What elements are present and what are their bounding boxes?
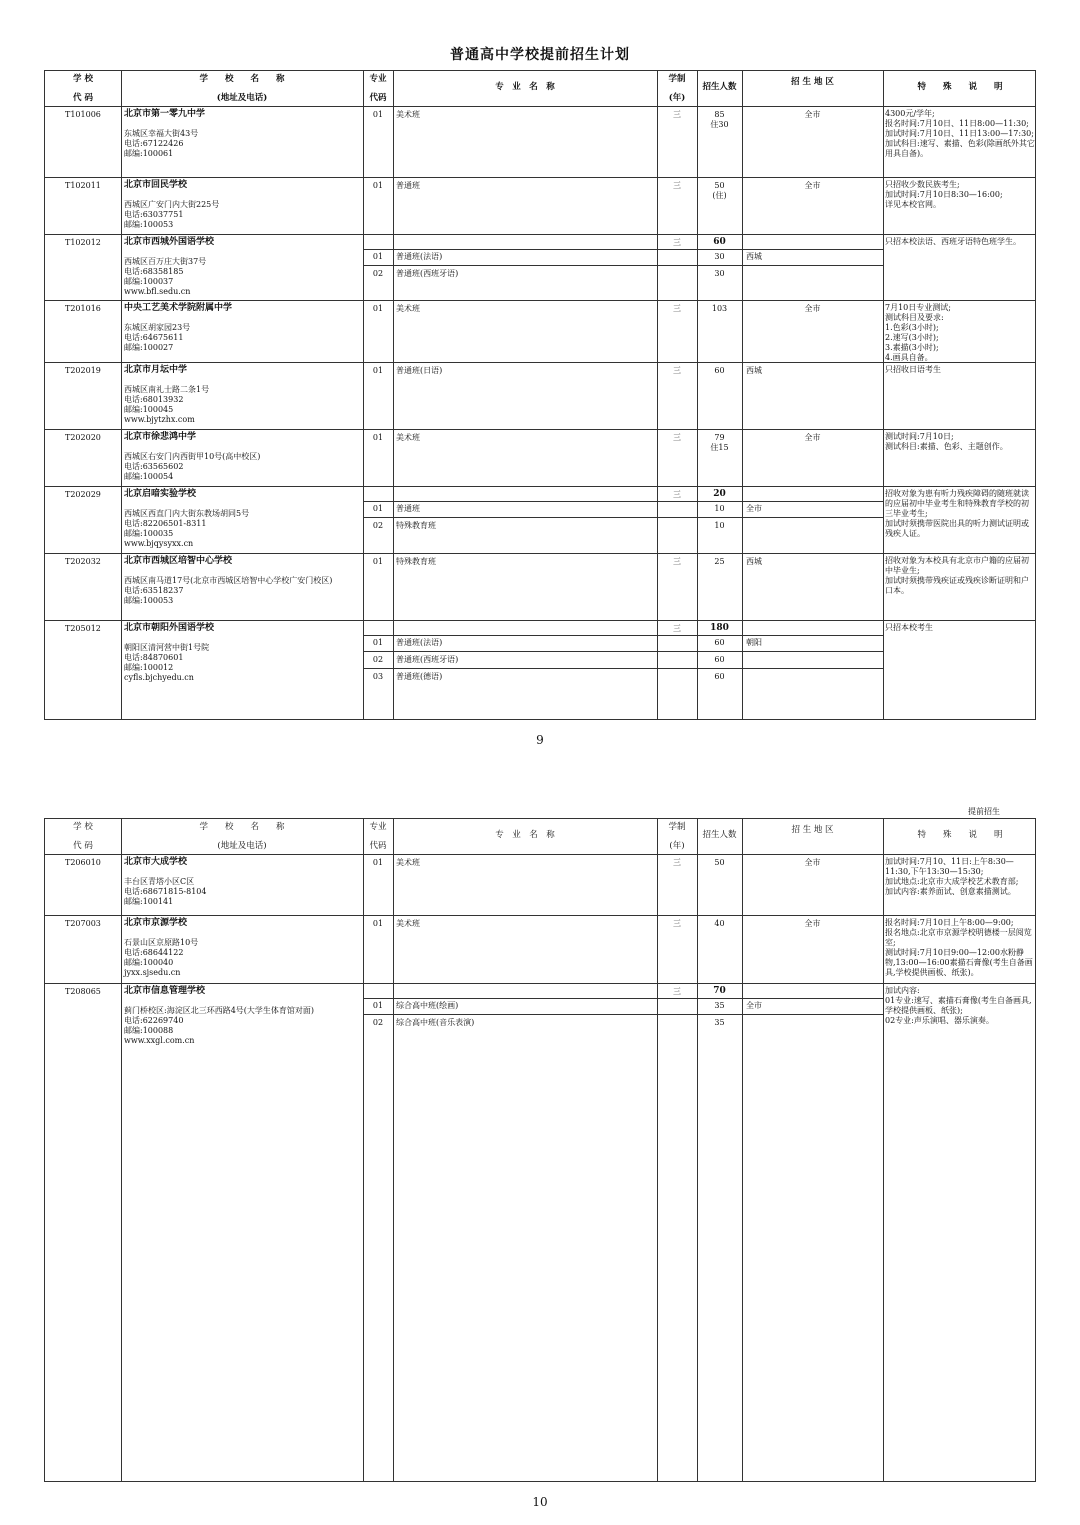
major-count: 50 (住) — [712, 181, 727, 200]
header-region: 招 生 地 区 — [791, 825, 834, 835]
major-name: 美术班 — [396, 919, 420, 928]
school-years: 三 — [673, 110, 681, 119]
school-address: 蓟门桥校区:海淀区北三环西路4号(大学生体育馆对面) 电话:62269740 邮编:100088 www.xxgl.com.cn — [124, 1006, 315, 1045]
column-divider — [657, 71, 658, 719]
row-divider — [45, 983, 1035, 984]
major-count: 60 — [714, 655, 725, 664]
row-divider — [45, 429, 1035, 430]
major-count: 35 — [714, 1018, 725, 1027]
major-region: 全市 — [746, 504, 762, 513]
header-major-code: 专业 — [369, 822, 387, 832]
page-number: 10 — [532, 1495, 548, 1509]
subrow-divider — [363, 998, 883, 999]
school-name: 中央工艺美术学院附属中学 — [124, 303, 233, 313]
header-name-2: (地址及电话) — [217, 841, 267, 851]
school-address: 西城区百万庄大街37号 电话:68358185 邮编:100037 www.bfl.sedu.cn — [124, 257, 207, 296]
subrow-divider — [363, 668, 883, 669]
row-divider — [45, 553, 1035, 554]
school-code: T201016 — [65, 304, 101, 313]
school-name: 北京市朝阳外国语学校 — [124, 623, 215, 633]
special-notes: 报名时间:7月10日上午8:00—9:00; 报名地点:北京市京源学校明德楼一层阅览室; 测试时间:7月10日9:00—12:00水粉静物,13:00—16:00素描石膏像(考生自备画具,学校提供画板、纸张)。 — [885, 918, 1033, 977]
school-years: 三 — [673, 490, 681, 499]
school-code: T202020 — [65, 433, 101, 442]
school-years: 三 — [673, 238, 681, 247]
school-years: 三 — [673, 304, 681, 313]
row-divider — [45, 486, 1035, 487]
major-code: 01 — [372, 1001, 384, 1010]
school-region: 全市 — [804, 858, 821, 867]
school-name: 北京市大成学校 — [124, 857, 188, 867]
subrow-divider — [363, 651, 883, 652]
major-region: 西城 — [746, 252, 762, 261]
header-years: 学制 — [668, 822, 686, 832]
school-name: 北京市徐悲鸿中学 — [124, 432, 197, 442]
school-address: 西城区广安门内大街225号 电话:63037751 邮编:100053 — [124, 200, 220, 229]
school-name: 北京市信息管理学校 — [124, 986, 206, 996]
header-major-code-2: 代码 — [369, 93, 387, 103]
major-code: 01 — [372, 638, 384, 647]
major-code: 02 — [372, 521, 384, 530]
school-region: 全市 — [804, 919, 821, 928]
major-code: 03 — [372, 672, 384, 681]
school-code: T202029 — [65, 490, 101, 499]
page-title: 普通高中学校提前招生计划 — [450, 47, 630, 63]
major-count: 40 — [714, 919, 725, 928]
column-divider — [742, 71, 743, 719]
major-name: 普通班 — [396, 504, 420, 513]
school-total-count: 60 — [713, 237, 726, 247]
row-divider — [45, 300, 1035, 301]
major-code: 02 — [372, 269, 384, 278]
special-notes: 只招收少数民族考生; 加试时间:7月10日8:30—16:00; 详见本校官网。 — [885, 180, 1003, 209]
header-code: 学 校 — [73, 822, 93, 832]
major-region: 朝阳 — [746, 638, 762, 647]
column-divider — [883, 819, 884, 1481]
major-code: 01 — [372, 252, 384, 261]
header-divider — [45, 854, 1035, 855]
major-name: 美术班 — [396, 110, 420, 119]
major-code: 01 — [372, 504, 384, 513]
major-code: 01 — [372, 858, 384, 867]
school-years: 三 — [673, 366, 681, 375]
row-divider — [45, 620, 1035, 621]
subrow-divider — [363, 1014, 883, 1015]
special-notes: 7月10日专业测试; 测试科目及要求: 1.色彩(3小时); 2.速写(3小时); 3.素描(3小时); 4.画具自备。 — [885, 303, 951, 362]
school-address: 西城区南马道17号(北京市西城区培智中心学校广安门校区) 电话:63518237 邮编:100053 — [124, 576, 333, 605]
column-divider — [121, 819, 122, 1481]
section-tag: 提前招生 — [968, 807, 1000, 816]
header-name: 学 校 名 称 — [199, 74, 285, 84]
major-count: 79 住15 — [710, 433, 729, 452]
enrollment-table-page-9 — [44, 70, 1036, 720]
school-years: 三 — [673, 919, 681, 928]
header-code: 学 校 — [73, 74, 93, 84]
major-name: 美术班 — [396, 304, 420, 313]
major-region: 西城 — [746, 557, 762, 566]
major-name: 美术班 — [396, 433, 420, 442]
school-code: T202019 — [65, 366, 101, 375]
header-enroll: 招生人数 — [702, 82, 737, 92]
school-total-count: 70 — [713, 986, 726, 996]
column-divider — [363, 71, 364, 719]
major-code: 01 — [372, 181, 384, 190]
major-name: 普通班(法语) — [396, 252, 443, 261]
major-region: 全市 — [746, 1001, 762, 1010]
school-name: 北京市回民学校 — [124, 180, 188, 190]
header-notes: 特 殊 说 明 — [917, 82, 1003, 92]
school-years: 三 — [673, 557, 681, 566]
school-name: 北京市京源学校 — [124, 918, 188, 928]
major-name: 特殊教育班 — [396, 557, 436, 566]
major-count: 10 — [714, 521, 725, 530]
school-name: 北京启喑实验学校 — [124, 489, 197, 499]
header-code-2: 代 码 — [73, 841, 93, 851]
special-notes: 招收对象为患有听力残疾障碍的随班就读的应届初中毕业考生和特殊教育学校的初三毕业考生; 加试时须携带医院出具的听力测试证明或残疾人证。 — [885, 489, 1029, 538]
column-divider — [121, 71, 122, 719]
major-count: 60 — [714, 366, 725, 375]
major-count: 25 — [714, 557, 725, 566]
special-notes: 4300元/学年; 报名时间:7月10日、11日8:00—11:30; 加试时间:7月10日、11日13:00—17:30; 加试科目:速写、素描、色彩(除画纸外其它用具自备)。 — [885, 109, 1035, 158]
school-years: 三 — [673, 987, 681, 996]
header-name: 学 校 名 称 — [199, 822, 285, 832]
major-code: 02 — [372, 1018, 384, 1027]
column-divider — [697, 71, 698, 719]
school-region: 全市 — [804, 304, 821, 313]
special-notes: 只招本校法语、西班牙语特色班学生。 — [885, 237, 1021, 246]
header-major-name: 专 业 名 称 — [495, 82, 555, 92]
major-count: 103 — [711, 304, 728, 313]
header-code-2: 代 码 — [73, 93, 93, 103]
header-divider — [45, 106, 1035, 107]
page-number: 9 — [536, 733, 544, 747]
school-years: 三 — [673, 624, 681, 633]
major-code: 02 — [372, 655, 384, 664]
major-count: 30 — [714, 269, 725, 278]
school-name: 北京市第一零九中学 — [124, 109, 206, 119]
major-name: 普通班(法语) — [396, 638, 443, 647]
subrow-divider — [363, 265, 883, 266]
special-notes: 招收对象为本校具有北京市户籍的应届初中毕业生; 加试时须携带残疾证或残疾诊断证明和户口本。 — [885, 556, 1029, 595]
subrow-divider — [363, 501, 883, 502]
major-code: 01 — [372, 110, 384, 119]
school-region: 全市 — [804, 181, 821, 190]
header-major-code-2: 代码 — [369, 841, 387, 851]
major-count: 50 — [714, 858, 725, 867]
major-code: 01 — [372, 919, 384, 928]
header-region: 招 生 地 区 — [791, 77, 834, 87]
major-code: 01 — [372, 366, 384, 375]
school-name: 北京市西城外国语学校 — [124, 237, 215, 247]
major-name: 综合高中班(绘画) — [396, 1001, 459, 1010]
major-count: 60 — [714, 638, 725, 647]
school-address: 朝阳区清河营中街1号院 电话:84870601 邮编:100012 cyfls.bjchyedu.cn — [124, 643, 210, 682]
major-code: 01 — [372, 557, 384, 566]
school-name: 北京市月坛中学 — [124, 365, 188, 375]
school-address: 东城区胡家园23号 电话:64675611 邮编:100027 — [124, 323, 191, 352]
subrow-divider — [363, 249, 883, 250]
header-notes: 特 殊 说 明 — [917, 830, 1003, 840]
major-name: 普通班(西班牙语) — [396, 269, 459, 278]
school-code: T207003 — [65, 919, 101, 928]
school-address: 西城区右安门内西街甲10号(高中校区) 电话:63565602 邮编:100054 — [124, 452, 261, 481]
special-notes: 加试内容: 01专业:速写、素描石膏像(考生自备画具,学校提供画板、纸张); 02专业:声乐演唱、器乐演奏。 — [885, 986, 1032, 1025]
major-name: 普通班(日语) — [396, 366, 443, 375]
header-enroll: 招生人数 — [702, 830, 737, 840]
header-years: 学制 — [668, 74, 686, 84]
major-count: 10 — [714, 504, 725, 513]
special-notes: 只招本校考生 — [885, 623, 933, 632]
column-divider — [883, 71, 884, 719]
major-name: 特殊教育班 — [396, 521, 436, 530]
major-name: 普通班(西班牙语) — [396, 655, 459, 664]
row-divider — [45, 177, 1035, 178]
row-divider — [45, 234, 1035, 235]
school-code: T206010 — [65, 858, 101, 867]
major-region: 西城 — [746, 366, 762, 375]
major-count: 85 住30 — [710, 110, 729, 129]
school-years: 三 — [673, 181, 681, 190]
major-name: 综合高中班(音乐表演) — [396, 1018, 475, 1027]
row-divider — [45, 362, 1035, 363]
school-years: 三 — [673, 858, 681, 867]
header-years-2: (年) — [668, 93, 686, 103]
major-count: 35 — [714, 1001, 725, 1010]
major-name: 美术班 — [396, 858, 420, 867]
school-region: 全市 — [804, 433, 821, 442]
school-code: T202032 — [65, 557, 101, 566]
major-count: 30 — [714, 252, 725, 261]
school-address: 东城区幸福大街43号 电话:67122426 邮编:100061 — [124, 129, 199, 158]
school-address: 石景山区京原路10号 电话:68644122 邮编:100040 jyxx.sjsedu.cn — [124, 938, 199, 977]
subrow-divider — [363, 517, 883, 518]
major-count: 60 — [714, 672, 725, 681]
row-divider — [45, 915, 1035, 916]
column-divider — [393, 819, 394, 1481]
subrow-divider — [363, 635, 883, 636]
school-code: T205012 — [65, 624, 101, 633]
special-notes: 只招收日语考生 — [885, 365, 941, 374]
school-region: 全市 — [804, 110, 821, 119]
major-name: 普通班(德语) — [396, 672, 443, 681]
major-code: 01 — [372, 433, 384, 442]
school-code: T101006 — [65, 110, 101, 119]
school-total-count: 20 — [713, 489, 726, 499]
school-address: 西城区南礼士路二条1号 电话:68013932 邮编:100045 www.bjytzhx.com — [124, 385, 210, 424]
school-address: 丰台区青塔小区C区 电话:68671815-8104 邮编:100141 — [124, 877, 207, 906]
special-notes: 加试时间:7月10、11日:上午8:30—11:30,下午13:30—15:30; 加试地点:北京市大成学校艺术教育部; 加试内容:素养面试、创意素描测试。 — [885, 857, 1019, 896]
school-years: 三 — [673, 433, 681, 442]
school-name: 北京市西城区培智中心学校 — [124, 556, 233, 566]
header-name-2: (地址及电话) — [216, 93, 268, 103]
school-total-count: 180 — [710, 623, 729, 633]
special-notes: 测试时间:7月10日; 测试科目:素描、色彩、主题创作。 — [885, 432, 1008, 451]
header-major-name: 专 业 名 称 — [495, 830, 555, 840]
school-address: 西城区西直门内大街东教场胡同5号 电话:82206501-8311 邮编:100035 www.bjqysyxx.cn — [124, 509, 250, 548]
major-code: 01 — [372, 304, 384, 313]
header-major-code: 专业 — [369, 74, 387, 84]
school-code: T208065 — [65, 987, 101, 996]
column-divider — [393, 71, 394, 719]
enrollment-table-page-10 — [44, 818, 1036, 1482]
header-years-2: (年) — [669, 841, 685, 851]
school-code: T102011 — [65, 181, 101, 190]
school-code: T102012 — [65, 238, 101, 247]
major-name: 普通班 — [396, 181, 420, 190]
